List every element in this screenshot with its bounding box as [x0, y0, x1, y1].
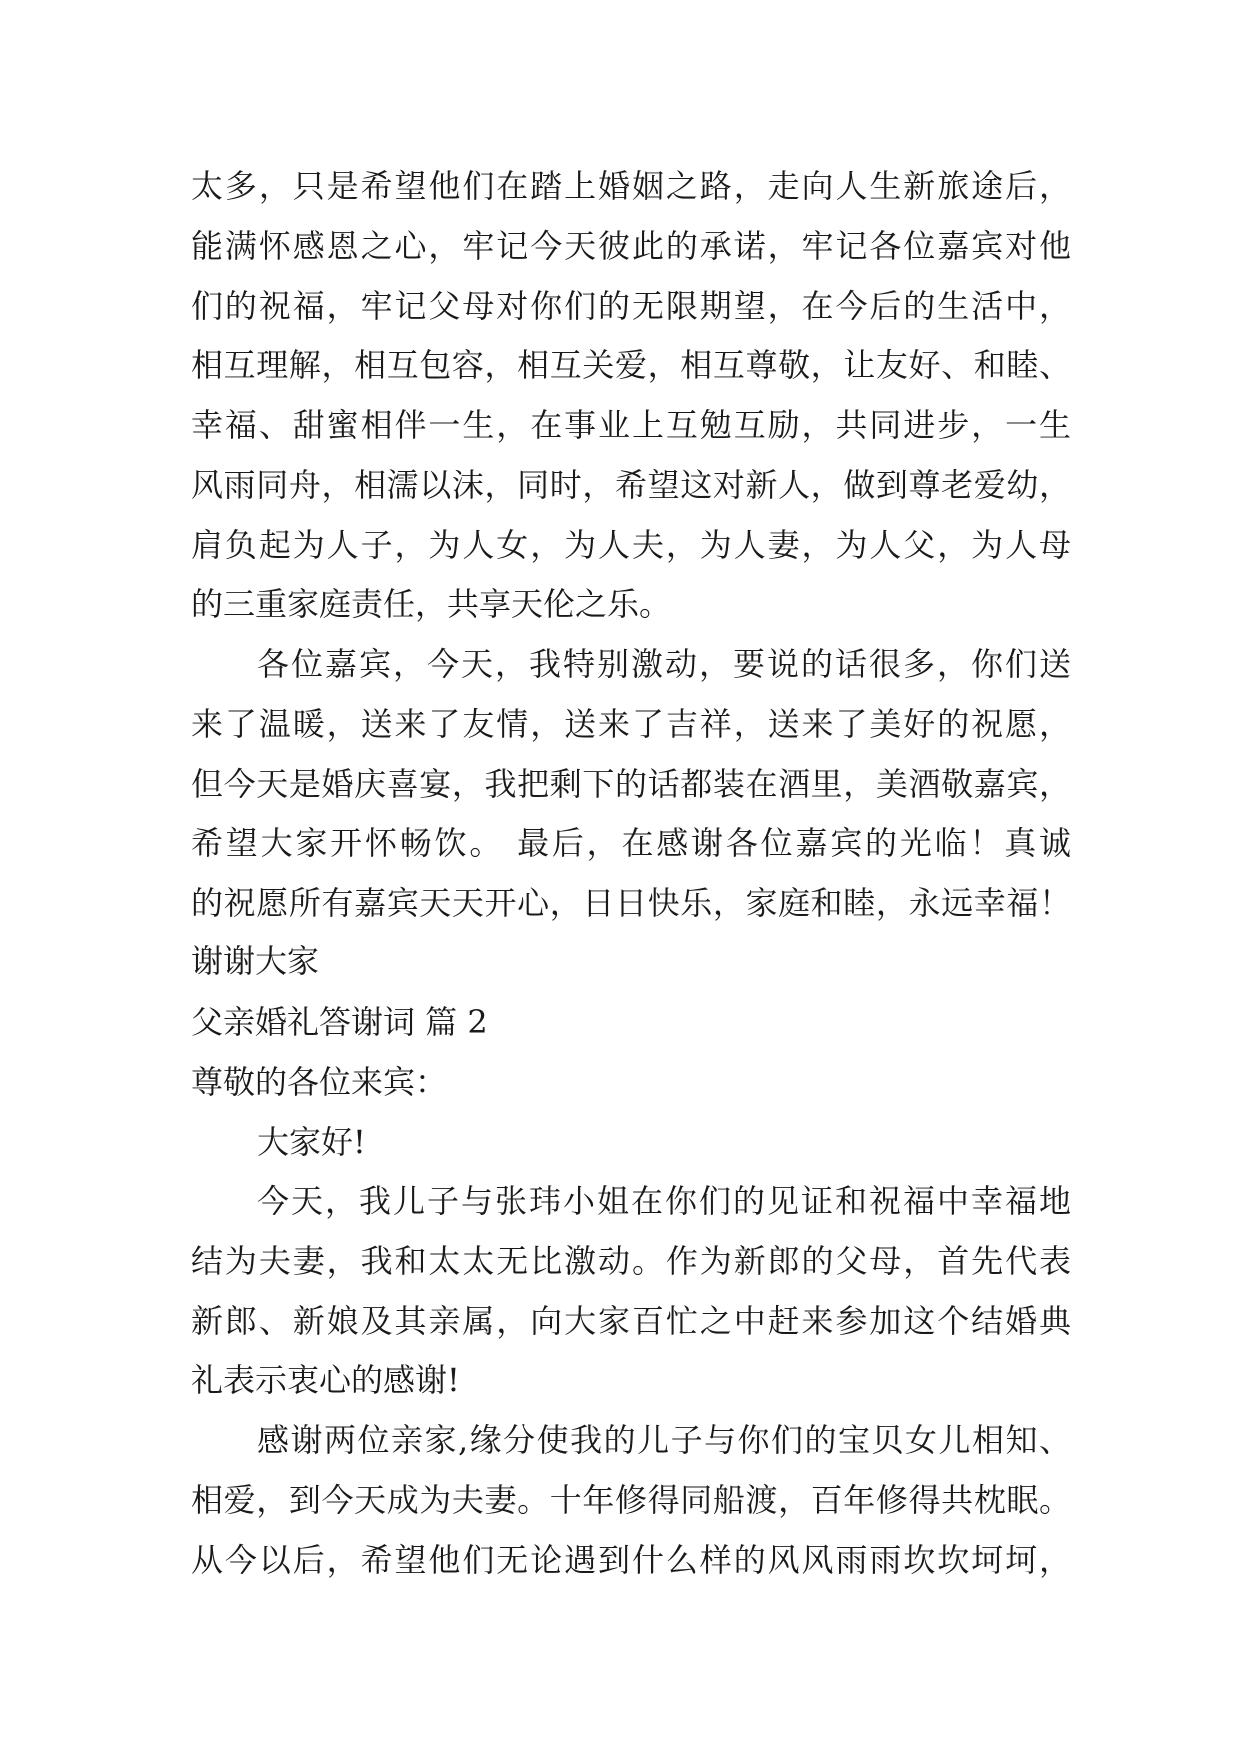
text-line: 幸福、甜蜜相伴一生，在事业上互勉互励，共同进步，一生	[191, 406, 1071, 444]
text-line: 的三重家庭责任，共享天伦之乐。	[191, 585, 672, 623]
closing-line: 谢谢大家	[191, 942, 320, 980]
text-line: 从今以后，希望他们无论遇到什么样的风风雨雨坎坎坷坷，	[191, 1541, 1071, 1579]
text-line: 礼表示衷心的感谢!	[191, 1361, 460, 1399]
text-line: 们的祝福，牢记父母对你们的无限期望，在今后的生活中，	[191, 287, 1071, 325]
text-line: 新郎、新娘及其亲属，向大家百忙之中赶来参加这个结婚典	[191, 1302, 1071, 1340]
text-line: 相互理解，相互包容，相互关爱，相互尊敬，让友好、和睦、	[191, 346, 1071, 384]
text-line: 肩负起为人子，为人女，为人夫，为人妻，为人父，为人母	[191, 526, 1071, 564]
text-line: 但今天是婚庆喜宴，我把剩下的话都装在酒里，美酒敬嘉宾，	[191, 765, 1071, 803]
salutation: 尊敬的各位来宾：	[191, 1063, 448, 1101]
text-line: 来了温暖，送来了友情，送来了吉祥，送来了美好的祝愿，	[191, 705, 1071, 743]
text-line: 太多，只是希望他们在踏上婚姻之路，走向人生新旅途后，	[191, 167, 1071, 205]
text-line: 希望大家开怀畅饮。 最后，在感谢各位嘉宾的光临！真诚	[191, 824, 1071, 862]
greeting: 大家好!	[257, 1123, 366, 1161]
text-line: 的祝愿所有嘉宾天天开心，日日快乐，家庭和睦，永远幸福！	[191, 884, 1071, 922]
paragraph-first-line: 今天，我儿子与张玮小姐在你们的见证和祝福中幸福地	[257, 1182, 1071, 1220]
paragraph-first-line: 各位嘉宾，今天，我特别激动，要说的话很多，你们送	[257, 645, 1071, 683]
text-line: 风雨同舟，相濡以沫，同时，希望这对新人，做到尊老爱幼，	[191, 466, 1071, 504]
text-line: 相爱，到今天成为夫妻。十年修得同船渡，百年修得共枕眠。	[191, 1481, 1071, 1519]
paragraph-first-line: 感谢两位亲家,缘分使我的儿子与你们的宝贝女儿相知、	[257, 1421, 1071, 1459]
text-line: 能满怀感恩之心，牢记今天彼此的承诺，牢记各位嘉宾对他	[191, 227, 1071, 265]
text-line: 结为夫妻，我和太太无比激动。作为新郎的父母，首先代表	[191, 1242, 1071, 1280]
section-title: 父亲婚礼答谢词 篇 2	[191, 1003, 488, 1041]
